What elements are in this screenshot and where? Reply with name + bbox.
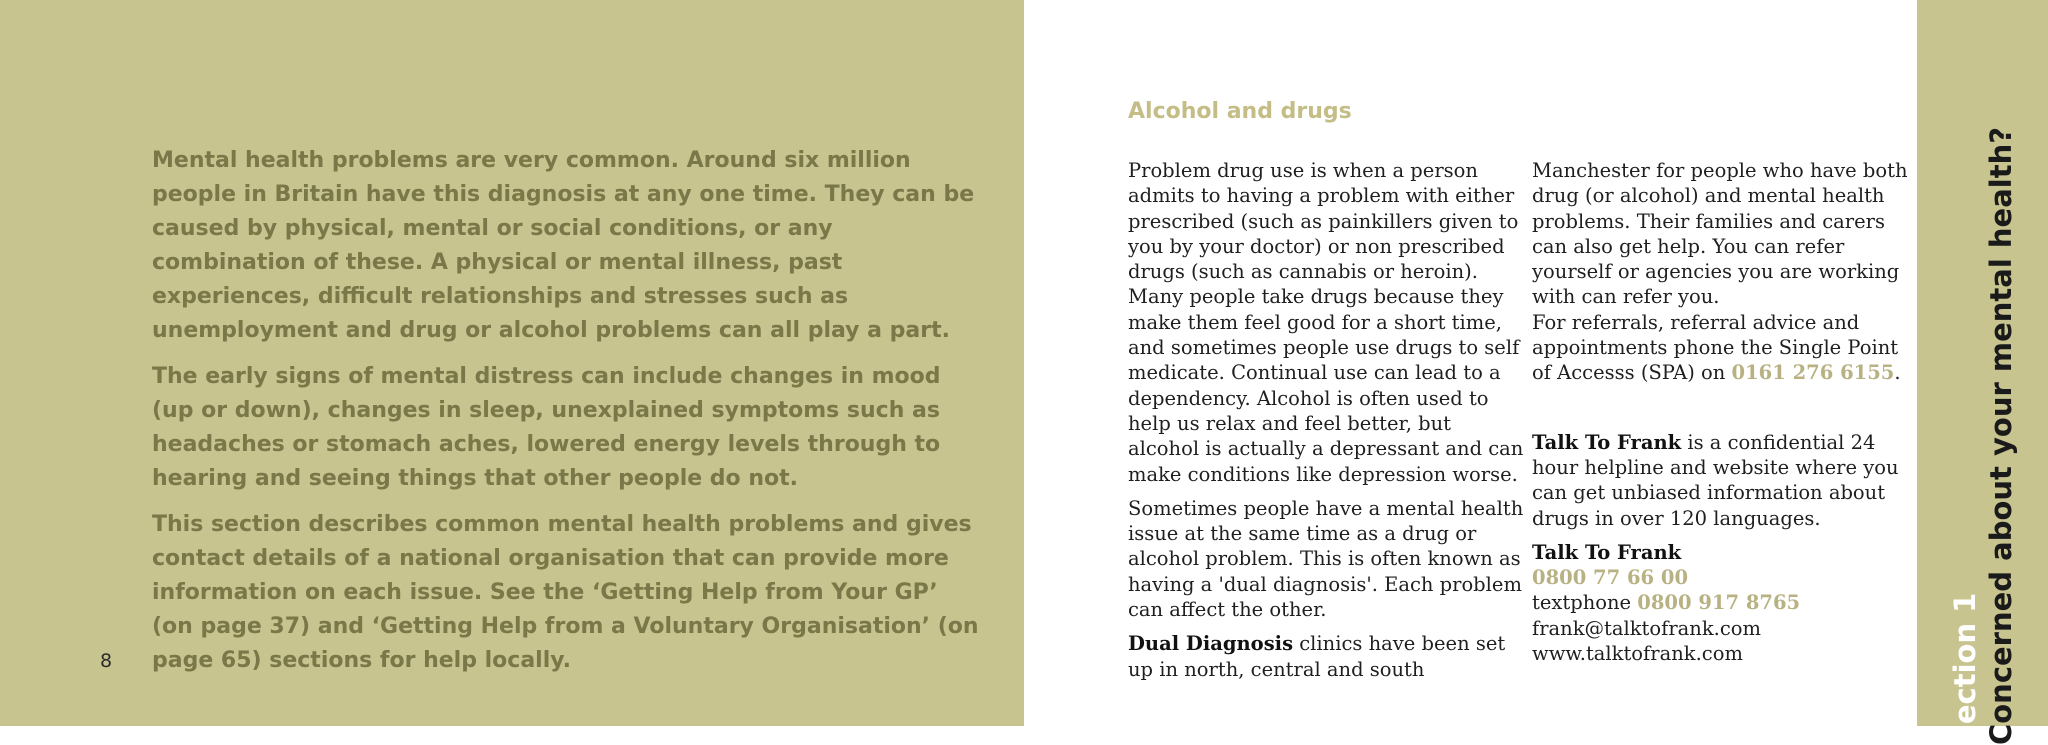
section-heading: Alcohol and drugs [1128, 99, 1352, 124]
left-page [0, 0, 1024, 726]
clinics-continued-text: Manchester for people who have both drug (or alcohol) and mental health problems. Their families and carers can also get help. You can refer yourself or agencies you are working with can refer you. [1532, 159, 1908, 309]
helpline-phone[interactable]: 0800 77 66 00 [1532, 566, 1689, 590]
contact-name: Talk To Frank [1532, 540, 1682, 564]
dual-diagnosis-clinics-paragraph [1128, 631, 1526, 682]
section-side-title [1947, 127, 2019, 745]
contact-email[interactable]: frank@talktofrank.com [1532, 616, 1762, 640]
intro-paragraph-2: The early signs of mental distress can include changes in mood (up or down), changes in sleep, unexplained symptoms such as headaches or stomach aches, lowered energy levels through to hearing and seeing things that other people do not. [152, 364, 941, 491]
intro-paragraph-3: This section describes common mental health problems and gives contact details of a national organisation that can provide more information on each issue. See the ‘Getting Help from Your GP’ (on page 37) and ‘Getting Help from a Voluntary Organisation’ (on page 65) sections for help locally. [152, 512, 979, 673]
talk-to-frank-paragraph [1532, 430, 1922, 531]
intro-text [152, 144, 982, 690]
textphone-number[interactable]: 0800 917 8765 [1637, 591, 1801, 615]
page-number: 8 [100, 650, 113, 672]
drug-use-paragraph: Problem drug use is when a person admits to having a problem with either prescribed (such as painkillers given to you by your doctor) or non prescribed drugs (such as cannabis or heroin). Many people take drugs because they make them feel good for a short time, and sometimes people use drugs to self medicate. Continual use can lead to a dependency. Alcohol is often used to help us relax and feel better, but alcohol is actually a depressant and can make conditions like depression worse. [1128, 159, 1524, 486]
talk-to-frank-bold: Talk To Frank [1532, 430, 1682, 454]
textphone-label: textphone [1532, 591, 1638, 615]
section-label: Section 1 [1948, 592, 1982, 745]
clinics-continued-paragraph [1532, 158, 1922, 386]
intro-paragraph-1: Mental health problems are very common. Around six million people in Britain have this diagnosis at any one time. They can be caused by physical, mental or social conditions, or any combination of these. A physical or mental illness, past experiences, difficult relationships and stresses such as unemployment and drug or alcohol problems can all play a part. [152, 148, 975, 343]
text-column-1 [1128, 158, 1526, 691]
spa-end: . [1894, 361, 1901, 385]
contact-block [1532, 540, 1922, 666]
text-column-2 [1532, 158, 1922, 675]
dual-diagnosis-rest: clinics have been set up in north, central and south [1128, 632, 1506, 681]
talk-to-frank-rest: is a confidential 24 hour helpline and website where you can get unbiased information about drugs in over 120 languages. [1532, 430, 1899, 530]
dual-diagnosis-bold: Dual Diagnosis [1128, 632, 1294, 656]
spa-text: For referrals, referral advice and appointments phone the Single Point of Accesss (SPA) on [1532, 310, 1899, 385]
section-title: Concerned about your mental health? [1984, 126, 2018, 745]
contact-website[interactable]: www.talktofrank.com [1532, 642, 1743, 666]
dual-diagnosis-paragraph: Sometimes people have a mental health issue at the same time as a drug or alcohol problem. This is often known as having a 'dual diagnosis'. Each problem can affect the other. [1128, 496, 1524, 622]
spa-phone[interactable]: 0161 276 6155 [1731, 361, 1895, 385]
